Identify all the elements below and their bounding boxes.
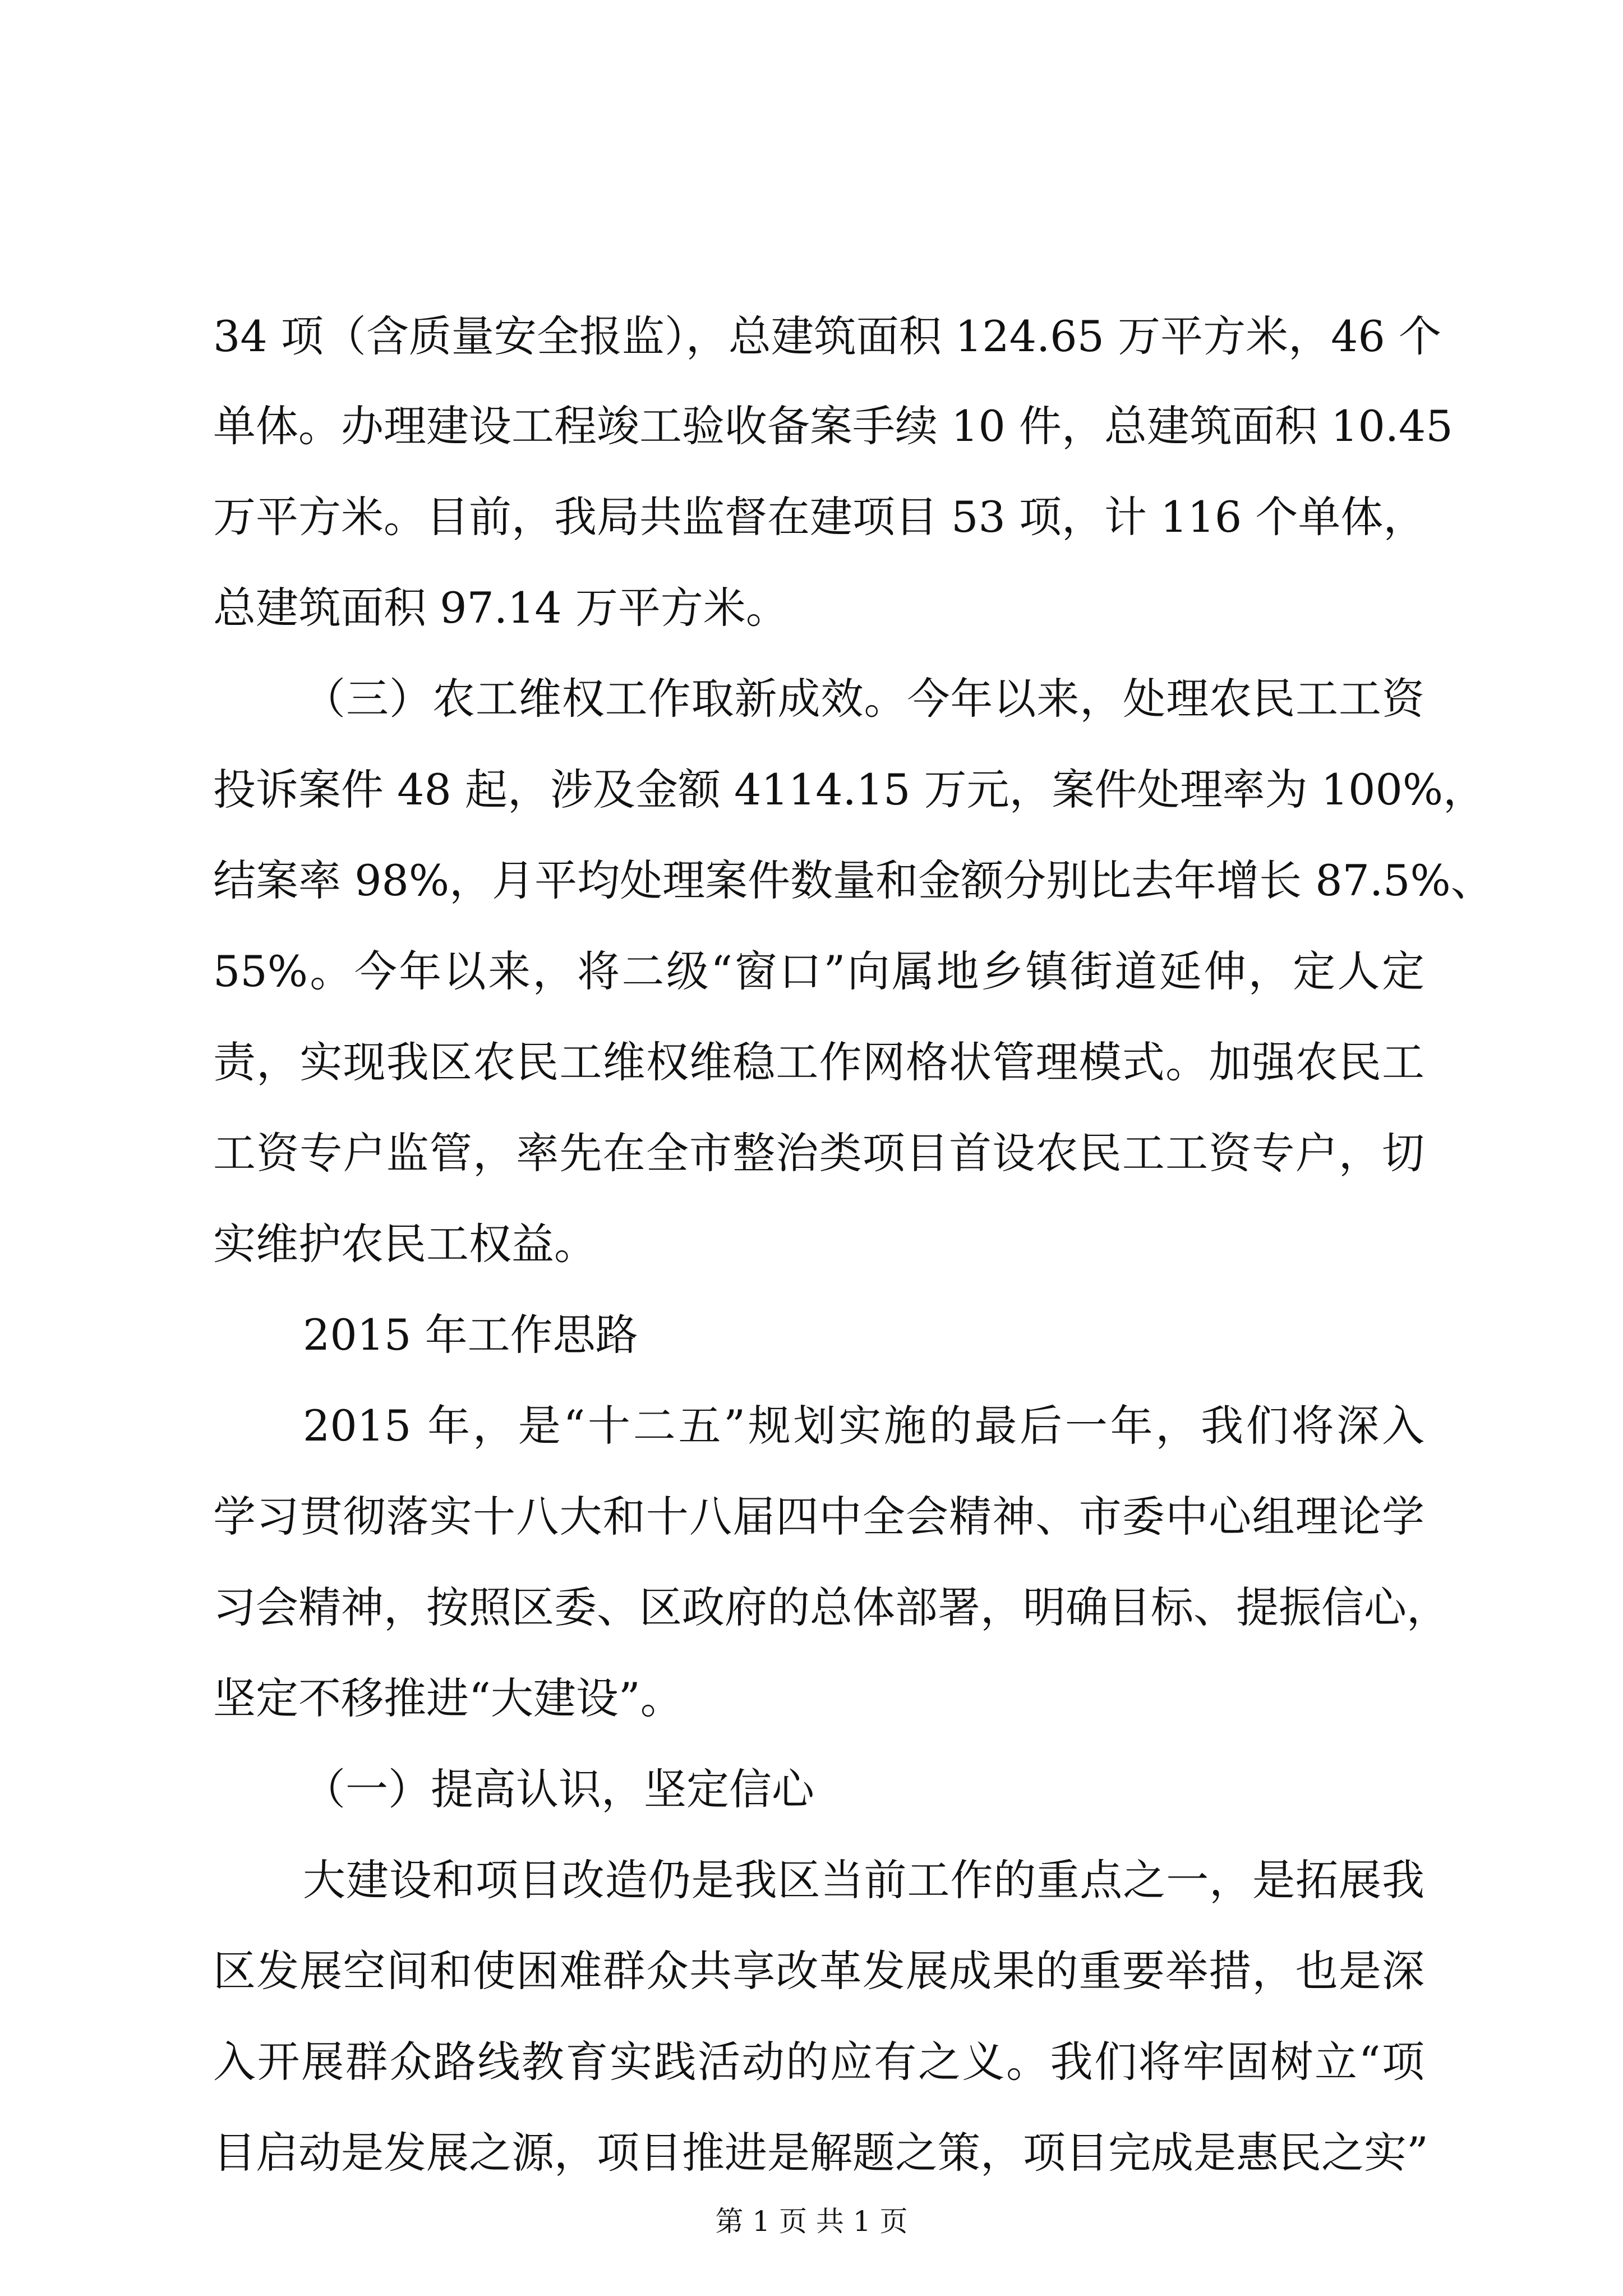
paragraph-6-line-4: 目启动是发展之源，项目推进是解题之策，项目完成是惠民之实” — [213, 2128, 1428, 2178]
paragraph-6-line-1: 大建设和项目改造仍是我区当前工作的重点之一，是拓展我 — [303, 1855, 1424, 1905]
paragraph-1-line-1: 34 项（含质量安全报监），总建筑面积 124.65 万平方米，46 个 — [213, 311, 1441, 361]
paragraph-6-line-3: 入开展群众路线教育实践活动的应有之义。我们将牢固树立“项 — [213, 2037, 1424, 2087]
paragraph-2-line-4: 55%。今年以来，将二级“窗口”向属地乡镇街道延伸，定人定 — [213, 946, 1424, 996]
paragraph-2-line-2: 投诉案件 48 起，涉及金额 4114.15 万元，案件处理率为 100%， — [213, 765, 1486, 815]
paragraph-1-line-2: 单体。办理建设工程竣工验收备案手续 10 件，总建筑面积 10.45 — [213, 401, 1453, 451]
paragraph-1-line-3: 万平方米。目前，我局共监督在建项目 53 项，计 116 个单体， — [213, 492, 1426, 542]
paragraph-4-line-3: 习会精神，按照区委、区政府的总体部署，明确目标、提振信心， — [213, 1582, 1449, 1632]
section-heading-2015: 2015 年工作思路 — [303, 1310, 638, 1360]
paragraph-1-line-4: 总建筑面积 97.14 万平方米。 — [213, 583, 789, 633]
paragraph-6-line-2: 区发展空间和使困难群众共享改革发展成果的重要举措，也是深 — [213, 1946, 1424, 1996]
paragraph-4-line-4: 坚定不移推进“大建设”。 — [213, 1673, 683, 1723]
paragraph-4-line-2: 学习贯彻落实十八大和十八届四中全会精神、市委中心组理论学 — [213, 1492, 1424, 1542]
paragraph-2-line-6: 工资专户监管，率先在全市整治类项目首设农民工工资专户，切 — [213, 1128, 1424, 1178]
page-footer: 第 1 页 共 1 页 — [715, 2205, 908, 2238]
paragraph-4-line-1: 2015 年，是“十二五”规划实施的最后一年，我们将深入 — [303, 1401, 1424, 1451]
paragraph-2-line-1: （三）农工维权工作取新成效。今年以来，处理农民工工资 — [303, 674, 1424, 724]
paragraph-2-line-7: 实维护农民工权益。 — [213, 1219, 597, 1269]
subheading-1: （一）提高认识，坚定信心 — [303, 1764, 814, 1814]
paragraph-2-line-3: 结案率 98%，月平均处理案件数量和金额分别比去年增长 87.5%、 — [213, 855, 1493, 905]
paragraph-2-line-5: 责，实现我区农民工维权维稳工作网格状管理模式。加强农民工 — [213, 1037, 1424, 1087]
